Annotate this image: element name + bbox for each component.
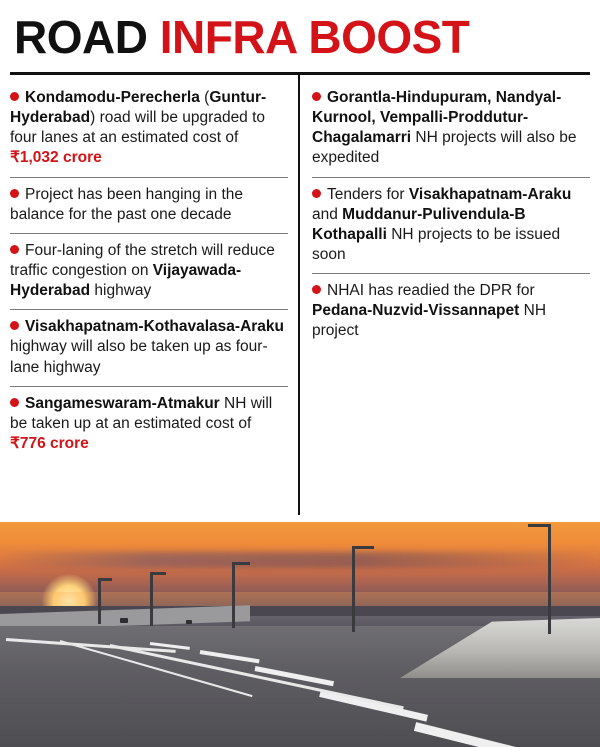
list-item-text [10, 317, 288, 377]
bullet-icon [312, 92, 321, 101]
bullet-icon [10, 398, 19, 407]
list-item [312, 274, 590, 349]
text-segment: ) road will be upgraded to four lanes at an estimated cost of [10, 109, 266, 147]
text-segment: ₹776 crore [10, 434, 89, 452]
text-segment: highway will also be taken up as four-lane highway [10, 338, 268, 376]
bullet-icon [10, 245, 19, 254]
text-segment: NH will be taken up at an estimated cost of [10, 394, 273, 432]
list-item [10, 81, 288, 178]
cloud-band [0, 552, 600, 568]
bullet-icon [10, 189, 19, 198]
street-light-arm [150, 572, 166, 575]
street-light-pole [352, 546, 355, 632]
text-segment: ₹1,032 crore [10, 149, 102, 167]
text-segment: Guntur-Hyderabad [10, 89, 267, 127]
street-light-pole [548, 524, 551, 634]
street-light-pole [150, 572, 153, 626]
list-item-text [10, 394, 288, 454]
content-columns [0, 75, 600, 515]
bullet-icon [312, 285, 321, 294]
left-column [10, 75, 300, 515]
text-segment: NH project [312, 302, 547, 340]
text-segment: Tenders for [327, 185, 409, 203]
text-segment: Gorantla-Hindupuram, Nandyal-Kurnool, Vempalli-Proddutur-Chagalamarri [312, 89, 562, 147]
bullet-icon [10, 92, 19, 101]
text-segment: Visakhapatnam-Kothavalasa-Araku [25, 318, 285, 336]
text-segment: Sangameswaram-Atmakur [25, 394, 220, 412]
text-segment: Project has been hanging in the balance for the past one decade [10, 185, 244, 223]
list-item-text [10, 88, 288, 169]
bullet-icon [312, 189, 321, 198]
street-light-arm [232, 562, 250, 565]
page-title-part-2: INFRA BOOST [159, 11, 470, 63]
list-item [10, 387, 288, 462]
list-item [10, 178, 288, 234]
page-title-part-1: ROAD [14, 11, 160, 63]
bullet-icon [10, 321, 19, 330]
text-segment: Pedana-Nuzvid-Vissannapet [312, 302, 520, 320]
distant-vehicle [186, 620, 192, 624]
right-column [300, 75, 590, 515]
list-item-text [312, 185, 590, 266]
list-item-text [312, 281, 590, 341]
list-item [10, 234, 288, 310]
street-light-pole [98, 578, 101, 624]
street-light-arm [528, 524, 550, 527]
list-item-text [10, 241, 288, 301]
text-segment: highway [90, 282, 152, 300]
text-segment: ( [204, 89, 210, 106]
list-item-text [312, 88, 590, 169]
list-item [312, 81, 590, 178]
text-segment: NHAI has readied the DPR for [327, 282, 535, 300]
text-segment: Vijayawada-Hyderabad [10, 261, 242, 300]
text-segment: Visakhapatnam-Araku [408, 185, 572, 203]
text-segment: Kondamodu-Perecherla [25, 89, 205, 106]
street-light-pole [232, 562, 235, 628]
list-item [312, 178, 590, 275]
page-title [0, 0, 600, 66]
list-item-text [10, 185, 288, 225]
text-segment: Four-laning of the stretch will reduce traffic congestion on [10, 241, 275, 279]
text-segment: NH projects will also be expedited [312, 129, 577, 167]
list-item [10, 310, 288, 386]
text-segment: NH projects to be issued soon [312, 225, 561, 263]
street-light-arm [352, 546, 374, 549]
highway-photo [0, 522, 600, 747]
street-light-arm [98, 578, 112, 581]
distant-vehicle [120, 618, 128, 623]
text-segment: and [312, 205, 343, 223]
text-segment: Muddanur-Pulivendula-B Kothapalli [312, 205, 526, 243]
